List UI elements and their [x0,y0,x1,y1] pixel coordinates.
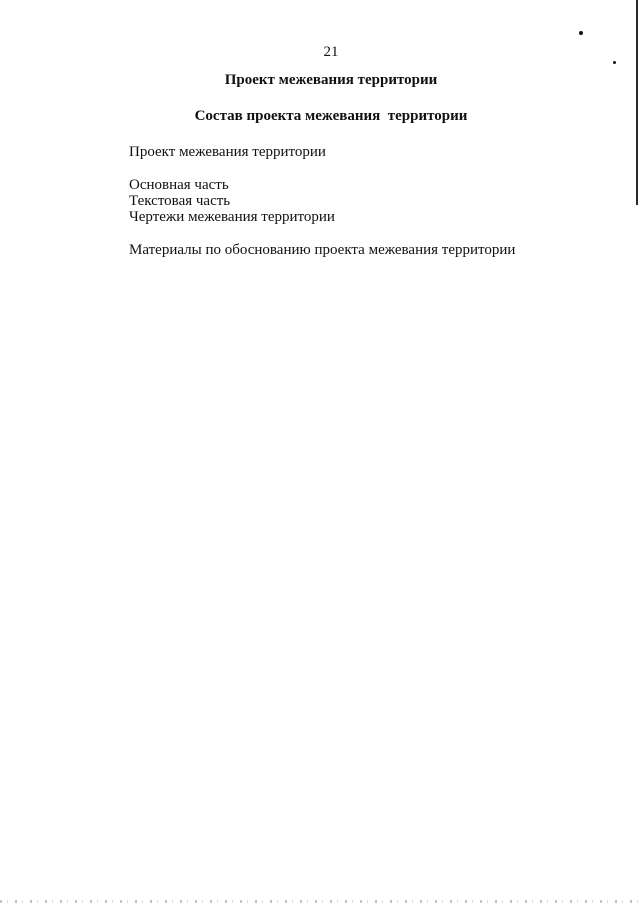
contents-item-main-part: Основная часть [129,177,229,193]
document-subtitle: Состав проекта межевания территории [194,108,468,124]
page-number: 21 [323,44,339,60]
scan-speck [579,31,583,35]
document-title: Проект межевания территории [224,72,438,88]
scan-speck [613,61,616,64]
contents-item-text-part: Текстовая часть [129,193,231,209]
scan-edge-line [636,0,638,205]
contents-item-project: Проект межевания территории [129,144,326,160]
contents-item-materials: Материалы по обоснованию проекта межевания территории [129,242,516,258]
scan-noise-strip [0,900,640,903]
contents-item-drawings: Чертежи межевания территории [129,209,335,225]
